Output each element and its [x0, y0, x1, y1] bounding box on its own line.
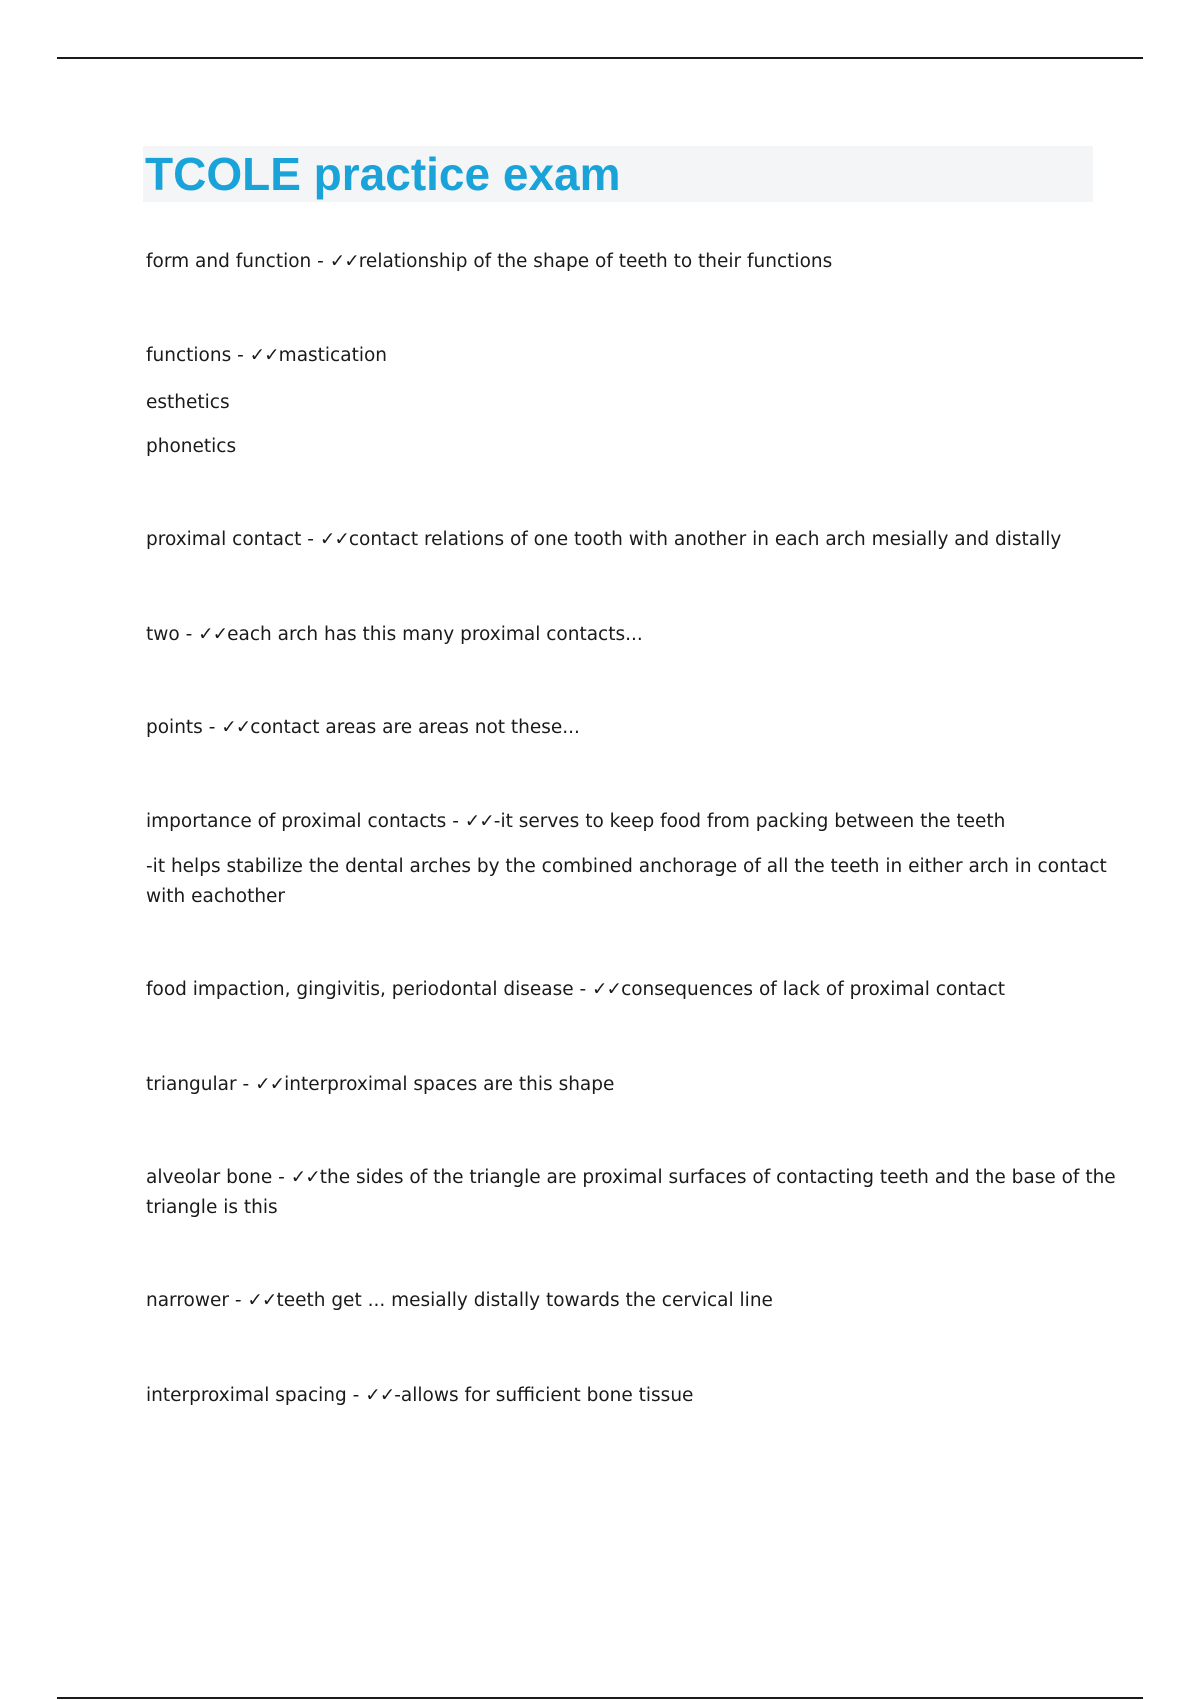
qa-entry-interproximal-spacing	[146, 1381, 693, 1411]
entry-definition: teeth get ... mesially distally towards the cervical line	[276, 1290, 773, 1311]
bottom-rule	[57, 1697, 1143, 1699]
entry-term: food impaction, gingivitis, periodontal disease	[146, 979, 574, 1000]
double-check-icon: ✓✓	[249, 345, 279, 366]
entry-definition: contact relations of one tooth with another in each arch mesially and distally	[348, 529, 1062, 550]
document-title: TCOLE practice exam	[145, 148, 621, 200]
qa-entry-functions	[146, 341, 387, 371]
entry-definition: consequences of lack of proximal contact	[621, 979, 1006, 1000]
entry-separator: -	[179, 624, 199, 645]
entry-definition: the sides of the triangle are proximal surfaces of contacting teeth and the base of the	[319, 1167, 1116, 1188]
entry-separator: -	[272, 1167, 291, 1188]
qa-entry-proximal-contact	[146, 525, 1061, 555]
entry-term: narrower	[146, 1290, 229, 1311]
entry-definition: -allows for sufficient bone tissue	[394, 1385, 694, 1406]
double-check-icon: ✓✓	[198, 624, 228, 645]
entry-separator: -	[346, 1385, 366, 1406]
qa-entry-two	[146, 620, 643, 650]
double-check-icon: ✓✓	[247, 1290, 277, 1311]
double-check-icon: ✓✓	[329, 251, 359, 272]
top-rule	[57, 57, 1143, 59]
qa-entry-points	[146, 713, 580, 743]
double-check-icon: ✓✓	[592, 979, 622, 1000]
entry-term: points	[146, 717, 203, 738]
qa-entry-narrower	[146, 1286, 773, 1316]
entry-definition: contact areas are areas not these...	[250, 717, 580, 738]
entry-continuation-line: with eachother	[146, 886, 286, 907]
entry-separator: -	[202, 717, 222, 738]
entry-separator: -	[311, 251, 330, 272]
qa-entry-importance-of-proximal-contacts	[146, 807, 1005, 837]
qa-entry-food-impaction	[146, 975, 1005, 1005]
entry-term: form and function	[146, 251, 312, 272]
entry-term: alveolar bone	[146, 1167, 273, 1188]
entry-term: two	[146, 624, 180, 645]
double-check-icon: ✓✓	[255, 1074, 285, 1095]
entry-separator: -	[301, 529, 320, 550]
entry-continuation-line: esthetics	[146, 392, 230, 413]
double-check-icon: ✓✓	[221, 717, 251, 738]
entry-separator: -	[231, 345, 250, 366]
double-check-icon: ✓✓	[365, 1385, 395, 1406]
qa-entry-triangular	[146, 1070, 614, 1100]
entry-separator: -	[573, 979, 593, 1000]
entry-term: importance of proximal contacts	[146, 811, 447, 832]
entry-term: triangular	[146, 1074, 237, 1095]
entry-term: functions	[146, 345, 232, 366]
qa-entry-alveolar-bone	[146, 1163, 1116, 1193]
double-check-icon: ✓✓	[319, 529, 349, 550]
entry-definition: relationship of the shape of teeth to their functions	[358, 251, 833, 272]
entry-separator: -	[446, 811, 465, 832]
entry-definition: -it serves to keep food from packing between the teeth	[493, 811, 1006, 832]
entry-term: interproximal spacing	[146, 1385, 347, 1406]
qa-entry-form-and-function	[146, 247, 832, 277]
entry-term: proximal contact	[146, 529, 302, 550]
entry-definition: each arch has this many proximal contacts...	[227, 624, 643, 645]
entry-continuation-line: phonetics	[146, 436, 237, 457]
entry-continuation-line: triangle is this	[146, 1197, 278, 1218]
entry-definition: mastication	[278, 345, 388, 366]
entry-separator: -	[228, 1290, 248, 1311]
entry-separator: -	[236, 1074, 256, 1095]
entry-continuation-line: -it helps stabilize the dental arches by the combined anchorage of all the teeth in either arch in contact	[146, 856, 1107, 877]
double-check-icon: ✓✓	[464, 811, 494, 832]
double-check-icon: ✓✓	[290, 1167, 320, 1188]
entry-definition: interproximal spaces are this shape	[284, 1074, 615, 1095]
